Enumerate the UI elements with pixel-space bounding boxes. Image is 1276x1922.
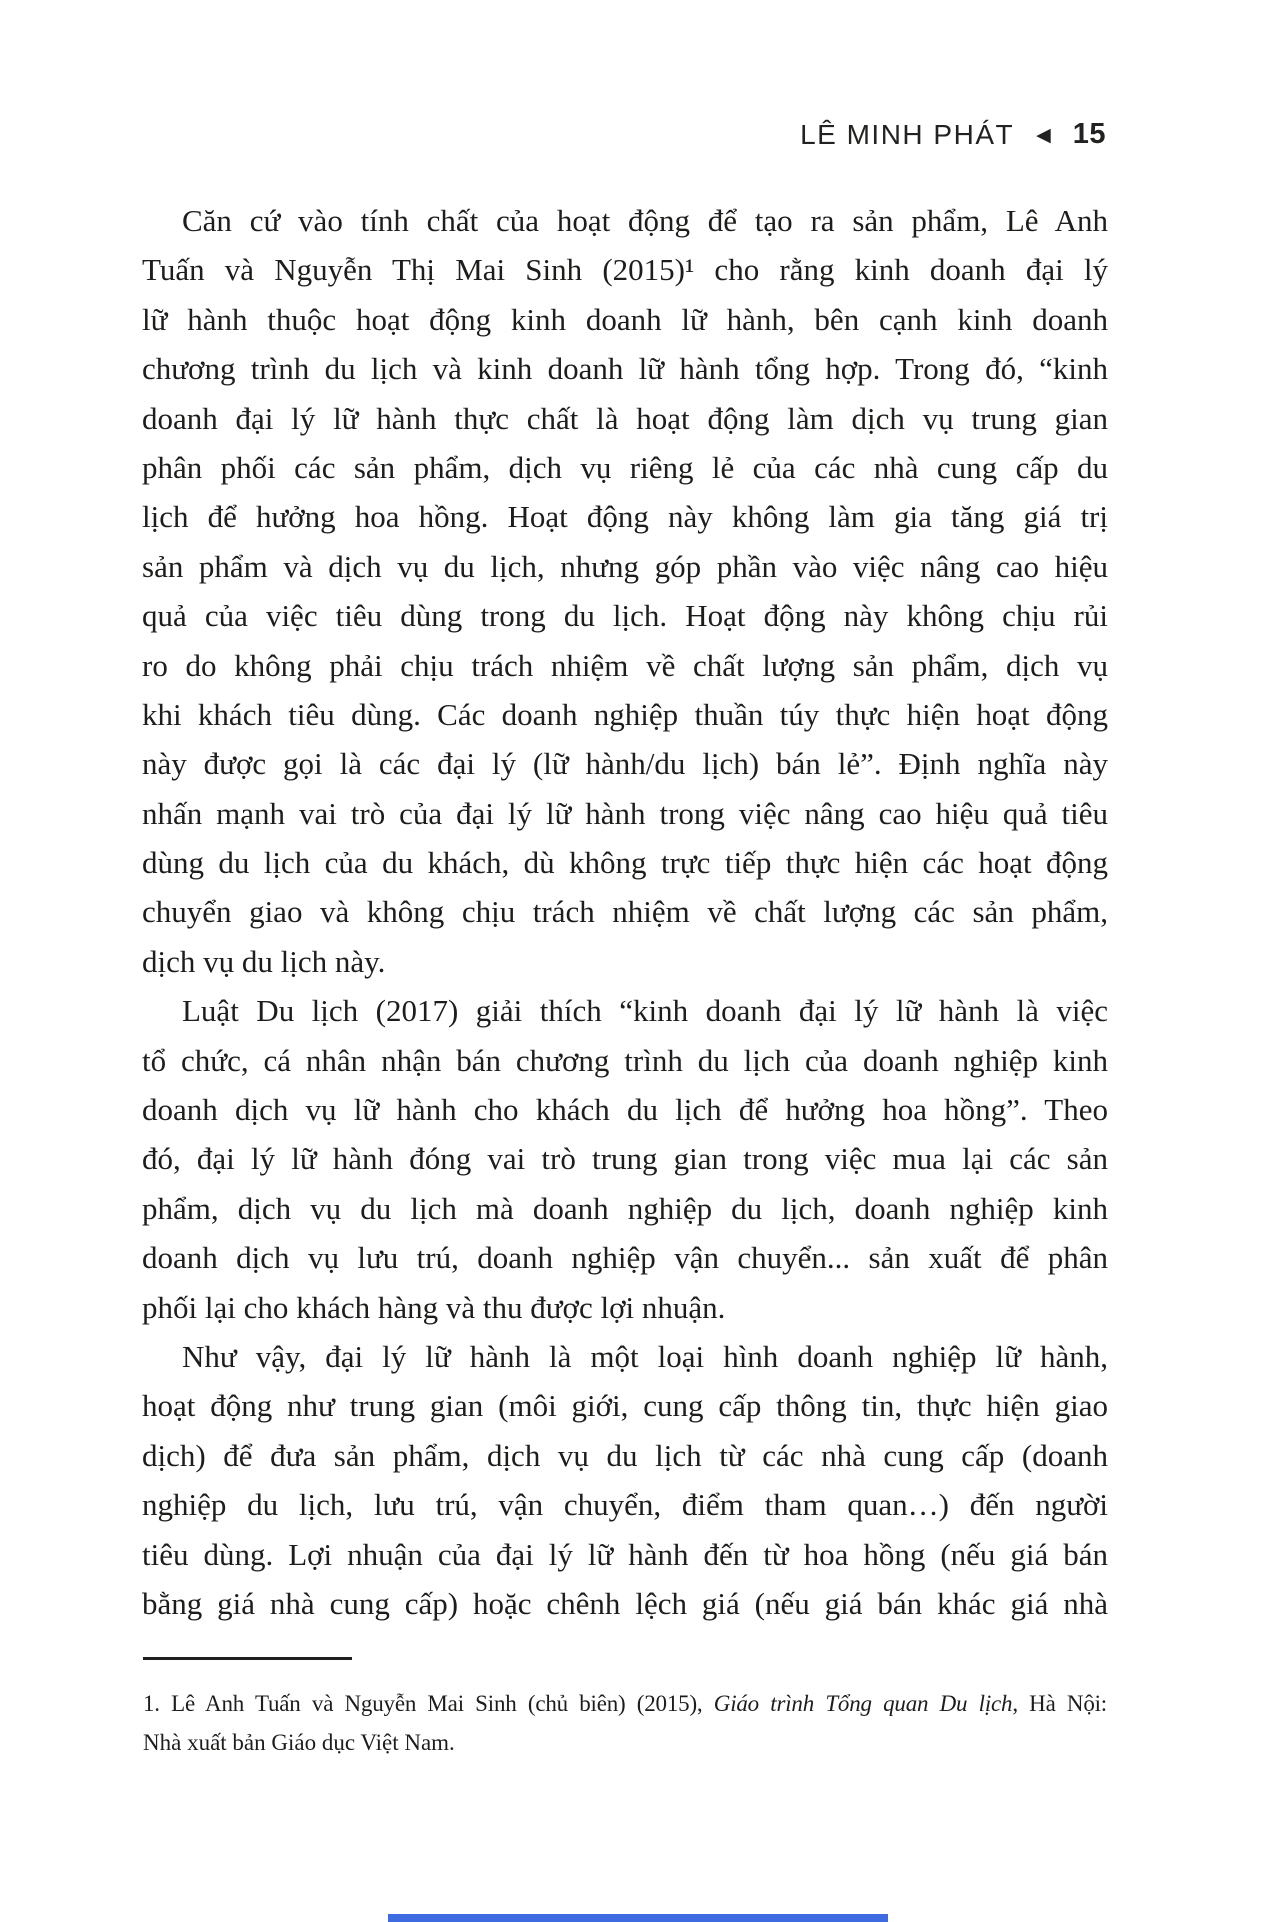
text-line: nghiệp du lịch, lưu trú, vận chuyển, điểm tham quan…) đến người [142,1487,1108,1523]
text-line: phân phối các sản phẩm, dịch vụ riêng lẻ của các nhà cung cấp du [142,449,1108,485]
text-line: dùng du lịch của du khách, dù không trực tiếp thực hiện các hoạt động [142,845,1108,881]
running-title: LÊ MINH PHÁT [800,118,1015,150]
footnote [143,1684,1107,1762]
text-line: doanh đại lý lữ hành thực chất là hoạt động làm dịch vụ trung gian [142,400,1108,436]
text-line: doanh dịch vụ lữ hành cho khách du lịch để hưởng hoa hồng”. Theo [142,1092,1108,1128]
text-line: khi khách tiêu dùng. Các doanh nghiệp thuần túy thực hiện hoạt động [142,696,1108,732]
text-line: phẩm, dịch vụ du lịch mà doanh nghiệp du lịch, doanh nghiệp kinh [142,1190,1108,1226]
text-line: Luật Du lịch (2017) giải thích “kinh doanh đại lý lữ hành là việc [182,993,1108,1029]
footnote-text-start: 1. Lê Anh Tuấn và Nguyễn Mai Sinh (chủ biên) (2015), [143,1691,714,1716]
text-line: tổ chức, cá nhân nhận bán chương trình du lịch của doanh nghiệp kinh [142,1042,1108,1078]
text-line: quả của việc tiêu dùng trong du lịch. Hoạt động này không chịu rủi [142,598,1108,634]
page-number: 15 [1072,118,1106,150]
footnote-text-end: , Hà Nội: [1012,1691,1107,1716]
text-line: Căn cứ vào tính chất của hoạt động để tạo ra sản phẩm, Lê Anh [182,203,1108,238]
text-line: nhấn mạnh vai trò của đại lý lữ hành trong việc nâng cao hiệu quả tiêu [142,795,1108,831]
text-line: phối lại cho khách hàng và thu được lợi nhuận. [142,1289,726,1325]
page-header [800,118,1106,151]
text-line: chương trình du lịch và kinh doanh lữ hành tổng hợp. Trong đó, “kinh [142,351,1108,387]
text-line: tiêu dùng. Lợi nhuận của đại lý lữ hành đến từ hoa hồng (nếu giá bán [142,1536,1108,1572]
text-line: bằng giá nhà cung cấp) hoặc chênh lệch giá (nếu giá bán khác giá nhà [142,1585,1108,1621]
body-text [142,196,1108,1628]
text-line: Tuấn và Nguyễn Thị Mai Sinh (2015)¹ cho rằng kinh doanh đại lý [142,252,1108,288]
text-line: dịch) để đưa sản phẩm, dịch vụ du lịch từ các nhà cung cấp (doanh [142,1437,1108,1473]
footnote-line-1 [143,1684,1107,1723]
reading-progress-bar [388,1914,888,1922]
text-line: chuyển giao và không chịu trách nhiệm về chất lượng các sản phẩm, [142,894,1108,930]
footnote-separator [143,1657,352,1660]
text-line: doanh dịch vụ lưu trú, doanh nghiệp vận chuyển... sản xuất để phân [142,1240,1108,1276]
footnote-book-title: Giáo trình Tổng quan Du lịch [713,1691,1013,1716]
text-line: đó, đại lý lữ hành đóng vai trò trung gian trong việc mua lại các sản [142,1141,1108,1177]
text-line: dịch vụ du lịch này. [142,943,386,979]
left-triangle-icon: ◀ [1036,124,1051,146]
text-line: sản phẩm và dịch vụ du lịch, nhưng góp phần vào việc nâng cao hiệu [142,548,1108,584]
text-line: hoạt động như trung gian (môi giới, cung cấp thông tin, thực hiện giao [142,1388,1108,1424]
text-line: lữ hành thuộc hoạt động kinh doanh lữ hành, bên cạnh kinh doanh [142,301,1108,337]
text-line: này được gọi là các đại lý (lữ hành/du lịch) bán lẻ”. Định nghĩa này [142,746,1108,782]
text-line: Như vậy, đại lý lữ hành là một loại hình doanh nghiệp lữ hành, [182,1338,1108,1374]
text-line: lịch để hưởng hoa hồng. Hoạt động này không làm gia tăng giá trị [142,499,1108,535]
text-line: ro do không phải chịu trách nhiệm về chất lượng sản phẩm, dịch vụ [142,647,1108,683]
footnote-line-2: Nhà xuất bản Giáo dục Việt Nam. [143,1730,455,1755]
